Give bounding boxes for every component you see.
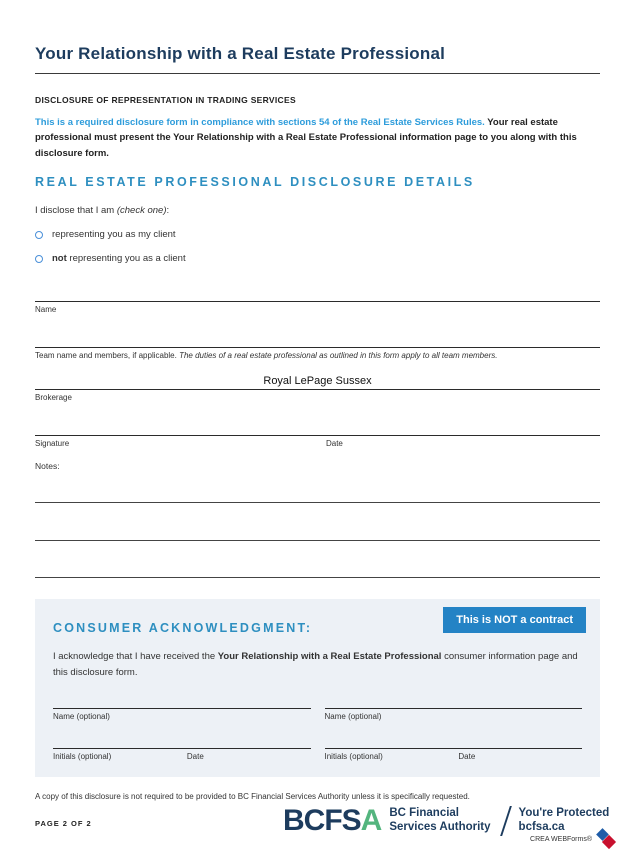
slash-divider-icon xyxy=(500,806,512,836)
intro-paragraph xyxy=(35,115,600,161)
prompt-italic: (check one) xyxy=(116,205,167,217)
acknowledgment-body xyxy=(53,649,582,680)
ack-body-suffix: consumer information page and this disclosure form. xyxy=(53,651,578,678)
acknowledgment-header-row xyxy=(53,612,582,635)
bcfsa-logo xyxy=(283,806,381,836)
org-name-line1: BC Financial xyxy=(389,807,459,820)
radio-not-representing-client[interactable] xyxy=(35,255,43,263)
tagline-line2: bcfsa.ca xyxy=(518,821,565,833)
org-name-line2: Services Authority xyxy=(389,821,491,833)
intro-rest-text: Your real estate professional must present the Your Relationship with a Real Estate Professional information page to you along with this disclosure form. xyxy=(35,117,577,159)
title-divider xyxy=(35,73,600,74)
bcfsa-org-name xyxy=(389,807,490,835)
consumer2-date-label: Date xyxy=(458,752,476,762)
team-field-label: Team name and members, if applicable. xyxy=(35,351,180,361)
brokerage-field xyxy=(35,389,600,402)
radio-representing-client[interactable] xyxy=(35,231,43,239)
acknowledgment-columns xyxy=(53,708,582,761)
page-number: PAGE 2 OF 2 xyxy=(35,819,92,828)
page-footer xyxy=(35,791,618,849)
disclosure-details-heading: REAL ESTATE PROFESSIONAL DISCLOSURE DETAILS xyxy=(35,175,475,190)
brokerage-field-label: Brokerage xyxy=(35,393,72,403)
notes-label: Notes: xyxy=(35,461,60,472)
option-text: representing you as my client xyxy=(52,229,176,241)
notes-line-1[interactable] xyxy=(35,471,600,503)
intro-required-text: This is a required disclosure form in compliance with sections 54 of the Real Estate Services Rules. xyxy=(35,117,485,128)
brokerage-value[interactable]: Royal LePage Sussex xyxy=(263,375,372,388)
consumer1-initials-date-field[interactable] xyxy=(53,748,311,761)
consumer1-name-field[interactable] xyxy=(53,708,311,721)
option-label xyxy=(52,253,186,264)
copy-disclaimer: A copy of this disclosure is not required to be provided to BC Financial Services Authority unless it is specifically requested. xyxy=(35,792,470,802)
date-field-label: Date xyxy=(325,439,343,449)
bcfsa-logo-bcfs: BCFS xyxy=(283,804,361,837)
crea-logo-icon xyxy=(596,829,618,849)
ack-body-bold: Your Relationship with a Real Estate Professional xyxy=(217,651,442,663)
acknowledgment-heading: CONSUMER ACKNOWLEDGMENT: xyxy=(53,621,313,636)
bcfsa-logo-a: A xyxy=(360,804,382,837)
option-not-representing-client[interactable] xyxy=(35,253,600,264)
consumer1-name-label: Name (optional) xyxy=(53,712,110,722)
name-field[interactable] xyxy=(35,301,600,314)
tagline-line1: You're Protected xyxy=(518,807,610,820)
notes-line-2[interactable] xyxy=(35,503,600,541)
consumer-acknowledgment-box xyxy=(35,599,600,777)
check-one-prompt xyxy=(35,205,600,216)
page-title: Your Relationship with a Real Estate Professional xyxy=(35,44,446,63)
consumer1-date-label: Date xyxy=(186,752,204,762)
crea-webforms-label: CREA WEBForms® xyxy=(530,835,592,843)
prompt-prefix: I disclose that I am xyxy=(35,205,117,217)
consumer2-initials-label: Initials (optional) xyxy=(324,752,383,762)
consumer2-initials-date-field[interactable] xyxy=(325,748,583,761)
signature-field-label: Signature xyxy=(35,439,70,449)
consumer2-name-label: Name (optional) xyxy=(324,712,382,722)
consumer2-name-field[interactable] xyxy=(325,708,583,721)
notes-line-3[interactable] xyxy=(35,541,600,578)
option-bold-text: not xyxy=(52,253,67,265)
acknowledgment-column-left xyxy=(53,708,311,761)
team-field-label-italic: The duties of a real estate professional as outlined in this form apply to all team members. xyxy=(179,351,498,361)
team-field[interactable] xyxy=(35,347,600,360)
prompt-suffix: : xyxy=(166,205,170,217)
option-representing-client[interactable] xyxy=(35,229,600,240)
crea-webforms-brand xyxy=(530,829,618,849)
form-subtitle: DISCLOSURE OF REPRESENTATION IN TRADING SERVICES xyxy=(35,95,296,105)
ack-body-prefix: I acknowledge that I have received the xyxy=(53,651,218,663)
not-a-contract-badge: This is NOT a contract xyxy=(443,607,586,633)
name-field-label: Name xyxy=(35,305,57,315)
option-label xyxy=(52,229,176,240)
signature-date-field[interactable] xyxy=(35,435,600,448)
consumer1-initials-label: Initials (optional) xyxy=(53,752,112,762)
acknowledgment-column-right xyxy=(325,708,583,761)
option-text: representing you as a client xyxy=(66,253,186,265)
